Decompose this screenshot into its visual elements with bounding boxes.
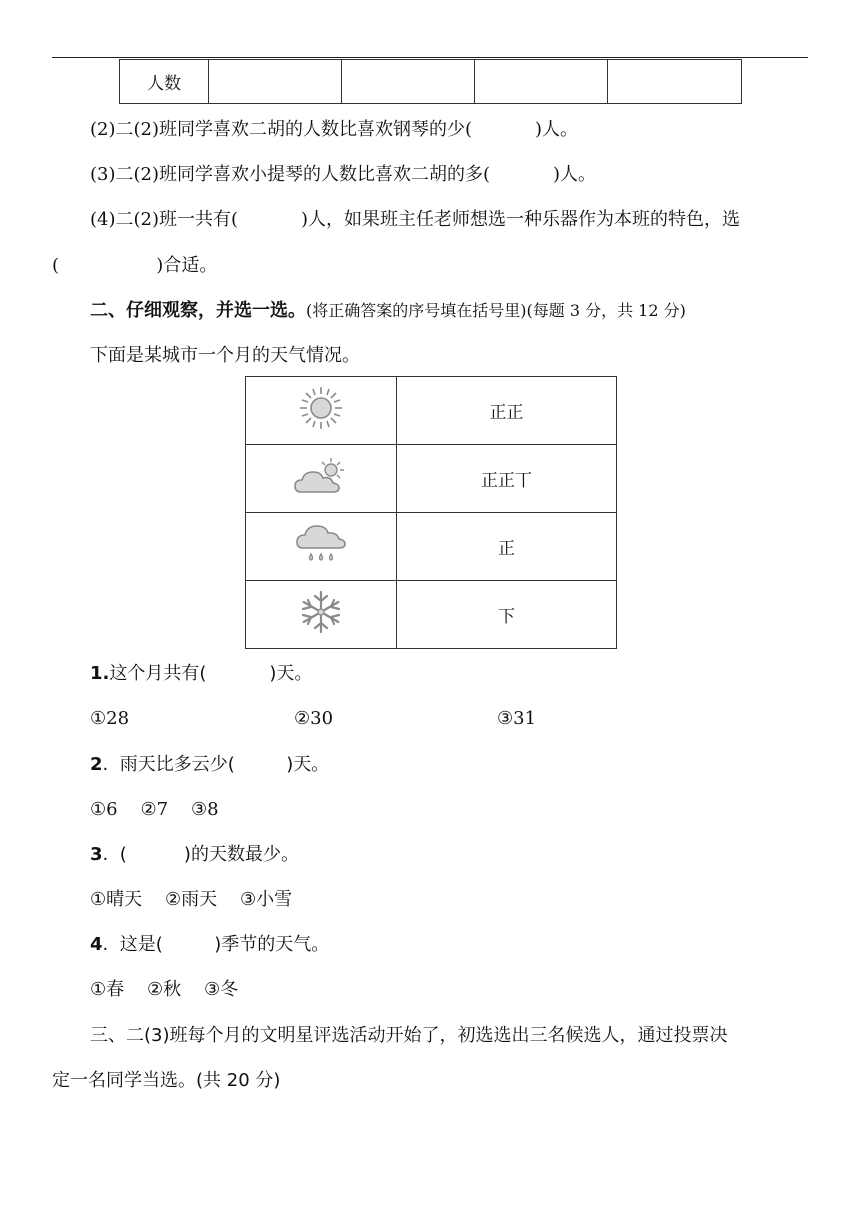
- section-2-note: (将正确答案的序号填在括号里)(每题 3 分，共 12 分): [306, 301, 686, 320]
- question-number: 2: [90, 754, 103, 775]
- answer-cell[interactable]: [209, 60, 342, 104]
- answer-cell[interactable]: [608, 60, 742, 104]
- question-number: 3: [90, 844, 103, 865]
- weather-icon-cell: [246, 581, 397, 649]
- weather-icon-cell: [246, 445, 397, 513]
- table-row: [246, 581, 617, 649]
- rain-cloud-icon: [295, 522, 347, 566]
- section-2-intro: 下面是某城市一个月的天气情况。: [90, 345, 360, 366]
- section-2-heading: 二、仔细观察，并选一选。: [90, 300, 306, 321]
- question-3-line: (3)二(2)班同学喜欢小提琴的人数比喜欢二胡的多( )人。: [90, 164, 596, 185]
- question-3-line: [90, 843, 299, 867]
- question-4-continuation: ( )合适。: [52, 255, 218, 276]
- question-number: 4: [90, 934, 103, 955]
- top-rule: [52, 57, 808, 58]
- question-4-line: (4)二(2)班一共有( )人，如果班主任老师想选一种乐器作为本班的特色，选: [90, 209, 740, 230]
- section-3-line-1: 三、二(3)班每个月的文明星评选活动开始了，初选选出三名候选人，通过投票决: [90, 1025, 728, 1046]
- question-4-options[interactable]: ①春 ②秋 ③冬: [90, 979, 239, 1000]
- section-2-heading-line: [90, 299, 686, 323]
- table-row: [120, 60, 742, 104]
- question-number: 1.: [90, 663, 110, 684]
- table-row: [246, 445, 617, 513]
- question-3-options[interactable]: ①晴天 ②雨天 ③小雪: [90, 889, 293, 910]
- tally-cell: 正正丅: [397, 445, 617, 513]
- question-text: . ( )的天数最少。: [102, 844, 299, 865]
- question-text: 这个月共有( )天。: [109, 663, 313, 684]
- answer-cell[interactable]: [475, 60, 608, 104]
- answer-cell[interactable]: [342, 60, 475, 104]
- tally-cell: 正: [397, 513, 617, 581]
- weather-icon-cell: [246, 377, 397, 445]
- section-3-line-2: 定一名同学当选。(共 20 分): [52, 1070, 281, 1091]
- question-2-options[interactable]: ①6 ②7 ③8: [90, 799, 219, 820]
- instrument-count-table: [119, 59, 742, 104]
- table-row: [246, 377, 617, 445]
- row-label: 人数: [120, 60, 209, 104]
- sun-icon: [298, 385, 344, 431]
- question-text: . 这是( )季节的天气。: [102, 934, 330, 955]
- question-2-line: [90, 753, 329, 777]
- option-2[interactable]: ②30: [294, 708, 334, 729]
- option-1[interactable]: ①28: [90, 708, 130, 729]
- question-1-line: [90, 662, 312, 686]
- option-3[interactable]: ③31: [497, 708, 537, 729]
- tally-cell: 正正: [397, 377, 617, 445]
- partly-cloudy-icon: [293, 456, 349, 496]
- question-4-line: [90, 933, 329, 957]
- snowflake-icon: [297, 588, 345, 636]
- table-row: [246, 513, 617, 581]
- question-2-line: (2)二(2)班同学喜欢二胡的人数比喜欢钢琴的少( )人。: [90, 119, 578, 140]
- weather-icon-cell: [246, 513, 397, 581]
- tally-cell: 下: [397, 581, 617, 649]
- weather-table: [245, 376, 617, 649]
- question-text: . 雨天比多云少( )天。: [102, 754, 330, 775]
